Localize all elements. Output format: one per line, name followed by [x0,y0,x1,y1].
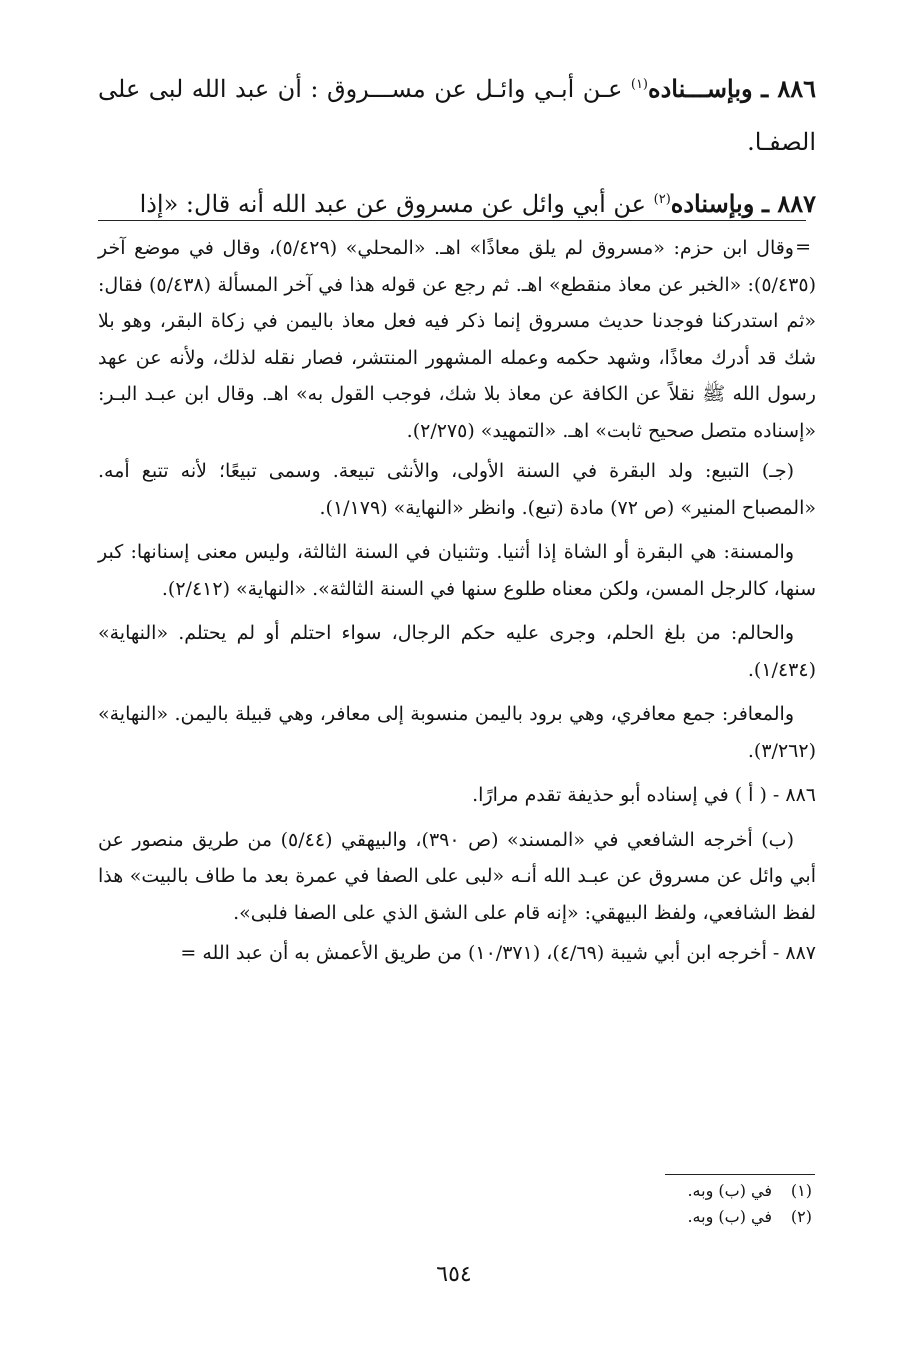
note-paragraph: ٨٨٧ - أخرجه ابن أبي شيبة (٤/٦٩)، (١٠/٣٧١) من طريق الأعمش به أن عبد الله = [180,942,816,964]
footnote-ref: (٢) [653,192,671,207]
main-text [98,62,816,239]
entry-text: عن أبي وائل عن مسروق عن عبد الله أنه قال: «إذا [139,190,654,218]
entry-lead: وبإســـناده [648,74,753,103]
footnote [112,1204,812,1230]
footnote-divider [665,1174,815,1175]
note-paragraph: وقال ابن حزم: «مسروق لم يلق معاذًا» اهـ. «المحلي» (٥/٤٢٩)، وقال في موضع آخر (٥/٤٣٥): «الخبر عن معاذ منقطع» اهـ. ثم رجع عن قوله هذا في آخر المسألة (٥/٤٣٨) فقال: «ثم استدركنا فوجدنا حديث مسروق إنما ذكر فيه فعل معاذ باليمن في زكاة البقر، وهو بلا شك قد أدرك معاذًا، وشهد حكمه وعمله المشهور المنتشر، فصار نقله لذلك، ولأنه عن عهد رسول الله ﷺ نقلاً عن الكافة عن معاذ بلا شك، فوجب القول به» اهـ. وقال ابن عبـد البـر: «إسناده متصل صحيح ثابت» اهـ. «التمهيد» (٢/٢٧٥). [98,237,816,442]
entry-887 [98,177,816,231]
entry-number: ٨٨٧ ـ [761,189,816,218]
footnote [112,1178,812,1204]
entry-lead: وبإسناده [670,189,755,218]
footnote-text: في (ب) وبه. [687,1207,772,1226]
entry-number: ٨٨٦ ـ [761,74,816,103]
footnote-number: (٢) [790,1207,812,1226]
footnote-text: في (ب) وبه. [687,1181,772,1200]
entry-text: عـن أبـي وائـل عن مســـروق : أن عبد الله لبى على الصفـا. [98,75,816,156]
note-paragraph: (جـ) التبيع: ولد البقرة في السنة الأولى، والأنثى تبيعة. وسمى تبيعًا؛ لأنه تتبع أمه. «المصباح المنير» (ص ٧٢) مادة (تبع). وانظر «النهاية» (١/١٧٩). [98,460,816,519]
continuation-mark: = [795,236,811,258]
note-paragraph: ٨٨٦ - ( أ ) في إسناده أبو حذيفة تقدم مرارًا. [472,784,816,806]
footnote-ref: (١) [630,77,648,92]
footnote-number: (١) [790,1181,812,1200]
main-notes-divider [98,220,806,221]
note-paragraph: والحالم: من بلغ الحلم، وجرى عليه حكم الرجال، سواء احتلم أو لم يحتلم. «النهاية» (١/٤٣٤). [98,622,816,681]
note-paragraph: والمسنة: هي البقرة أو الشاة إذا أثنيا. وتثنيان في السنة الثالثة، وليس معنى إسنانها: كبر سنها، كالرجل المسن، ولكن معناه طلوع سنها في السنة الثالثة». «النهاية» (٢/٤١٢). [98,541,816,600]
note-paragraph: والمعافر: جمع معافري، وهي برود باليمن منسوبة إلى معافر، وهي قبيلة باليمن. «النهاية» (٣/٢٦٢). [98,703,816,762]
note-paragraph: (ب) أخرجه الشافعي في «المسند» (ص ٣٩٠)، والبيهقي (٥/٤٤) من طريق منصور عن أبي وائل عن مسروق عن عبـد الله أنـه «لبى على الصفا في عمرة بعد ما طاف بالبيت» هذا لفظ الشافعي، ولفظ البيهقي: «إنه قام على الشق الذي على الصفا فلبى». [98,828,816,924]
commentary-notes [98,230,816,980]
entry-886 [98,62,816,169]
footnotes [112,1178,812,1230]
page-number: ٦٥٤ [436,1262,472,1287]
